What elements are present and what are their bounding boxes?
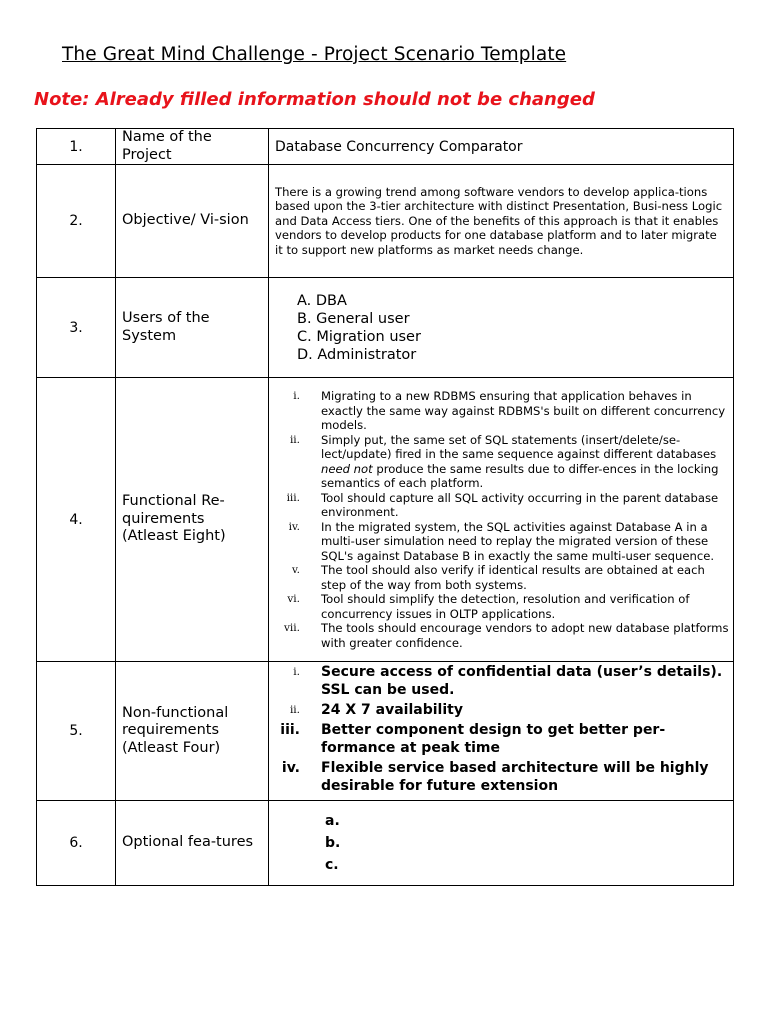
row-number: 5. — [37, 662, 116, 801]
table-row — [37, 165, 734, 278]
list-item: A. DBA — [297, 292, 347, 309]
list-marker: iii. — [286, 491, 300, 504]
list-marker: i. — [293, 390, 300, 402]
list-item-text: Flexible service based architecture will be highly desirable for future extension — [321, 760, 709, 794]
list-item — [269, 563, 729, 592]
list-item: C. Migration user — [297, 328, 421, 345]
list-item-text: Tool should simplify the detection, resolution and verification of concurrency issues in OLTP applications. — [321, 592, 690, 621]
row-label: Name of the Project — [116, 129, 269, 165]
row-label: Objective/ Vi-sion — [116, 165, 269, 278]
row-label: Functional Re-quirements (Atleast Eight) — [116, 378, 269, 662]
list-item — [269, 520, 729, 564]
list-item-text: Migrating to a new RDBMS ensuring that application behaves in exactly the same way against RDBMS's built on different concurrency models. — [321, 389, 726, 432]
list-item — [269, 722, 729, 757]
list-item: c. — [325, 857, 339, 873]
list-item-text: Simply put, the same set of SQL statements (insert/delete/se-lect/update) fired in the same sequence against different databases need not produce the same results due to differ-ences in the locking semantics of each platform. — [321, 432, 719, 490]
functional-requirements-list — [269, 378, 734, 662]
list-item — [269, 702, 729, 720]
list-item-text: In the migrated system, the SQL activities against Database A in a multi-user simulation need to replay the migrated version of these SQL's against Database B in exactly the same multi-user sequence. — [321, 519, 715, 563]
table-row — [37, 129, 734, 165]
list-item-text: The tool should also verify if identical results are obtained at each step of the way from both systems. — [321, 563, 705, 592]
table-row — [37, 662, 734, 801]
project-name: Database Concurrency Comparator — [269, 129, 734, 165]
list-item-text: Tool should capture all SQL activity occurring in the parent database environment. — [321, 490, 719, 519]
list-marker: iv. — [288, 520, 300, 533]
note-warning: Note: Already filled information should not be changed — [34, 89, 595, 110]
list-item — [269, 433, 729, 491]
table-row — [37, 278, 734, 378]
list-item: B. General user — [297, 310, 410, 327]
row-label: Optional fea-tures — [116, 801, 269, 886]
row-number: 6. — [37, 801, 116, 886]
list-marker: vii. — [284, 622, 300, 634]
row-label: Users of the System — [116, 278, 269, 378]
list-marker: i. — [293, 666, 300, 679]
list-item — [269, 621, 729, 650]
list-marker: v. — [291, 564, 300, 576]
table-row — [37, 801, 734, 886]
list-item — [269, 592, 729, 621]
row-number: 4. — [37, 378, 116, 662]
document-title: The Great Mind Challenge - Project Scenario Template — [62, 44, 567, 65]
list-marker: iv. — [281, 760, 300, 777]
list-item: D. Administrator — [297, 346, 417, 363]
objective-text: There is a growing trend among software vendors to develop applica-tions based upon the 3-tier architecture with distinct Presentation, Busi-ness Logic and Data Access tiers. One of the benefits of this approach is that it enables vendors to develop products for one database platform and to later migrate it to support new platforms as market needs change. — [269, 165, 734, 278]
list-item-text: The tools should encourage vendors to adopt new database platforms with greater confidence. — [321, 621, 729, 650]
row-number: 2. — [37, 165, 116, 278]
list-item-text: Better component design to get better per-formance at peak time — [321, 722, 666, 756]
row-number: 1. — [37, 129, 116, 165]
users-list — [269, 278, 734, 378]
table-row — [37, 378, 734, 662]
list-item-text: 24 X 7 availability — [321, 701, 463, 718]
list-item — [269, 664, 729, 699]
list-marker: ii. — [289, 433, 300, 446]
list-item-text: Secure access of confidential data (user’s details). SSL can be used. — [321, 664, 723, 698]
list-item — [269, 389, 729, 433]
list-marker: vi. — [287, 593, 300, 605]
row-label: Non-functional requirements (Atleast Four) — [116, 662, 269, 801]
list-marker: ii. — [289, 703, 300, 716]
non-functional-requirements-list — [269, 662, 734, 801]
scenario-table — [36, 128, 734, 886]
list-item: a. — [325, 813, 340, 829]
optional-features-list — [269, 801, 734, 886]
row-number: 3. — [37, 278, 116, 378]
emphasis-text: need not — [321, 461, 373, 476]
list-item: b. — [325, 835, 341, 851]
list-marker: iii. — [280, 722, 300, 739]
list-item — [269, 491, 729, 520]
list-item — [269, 760, 729, 795]
